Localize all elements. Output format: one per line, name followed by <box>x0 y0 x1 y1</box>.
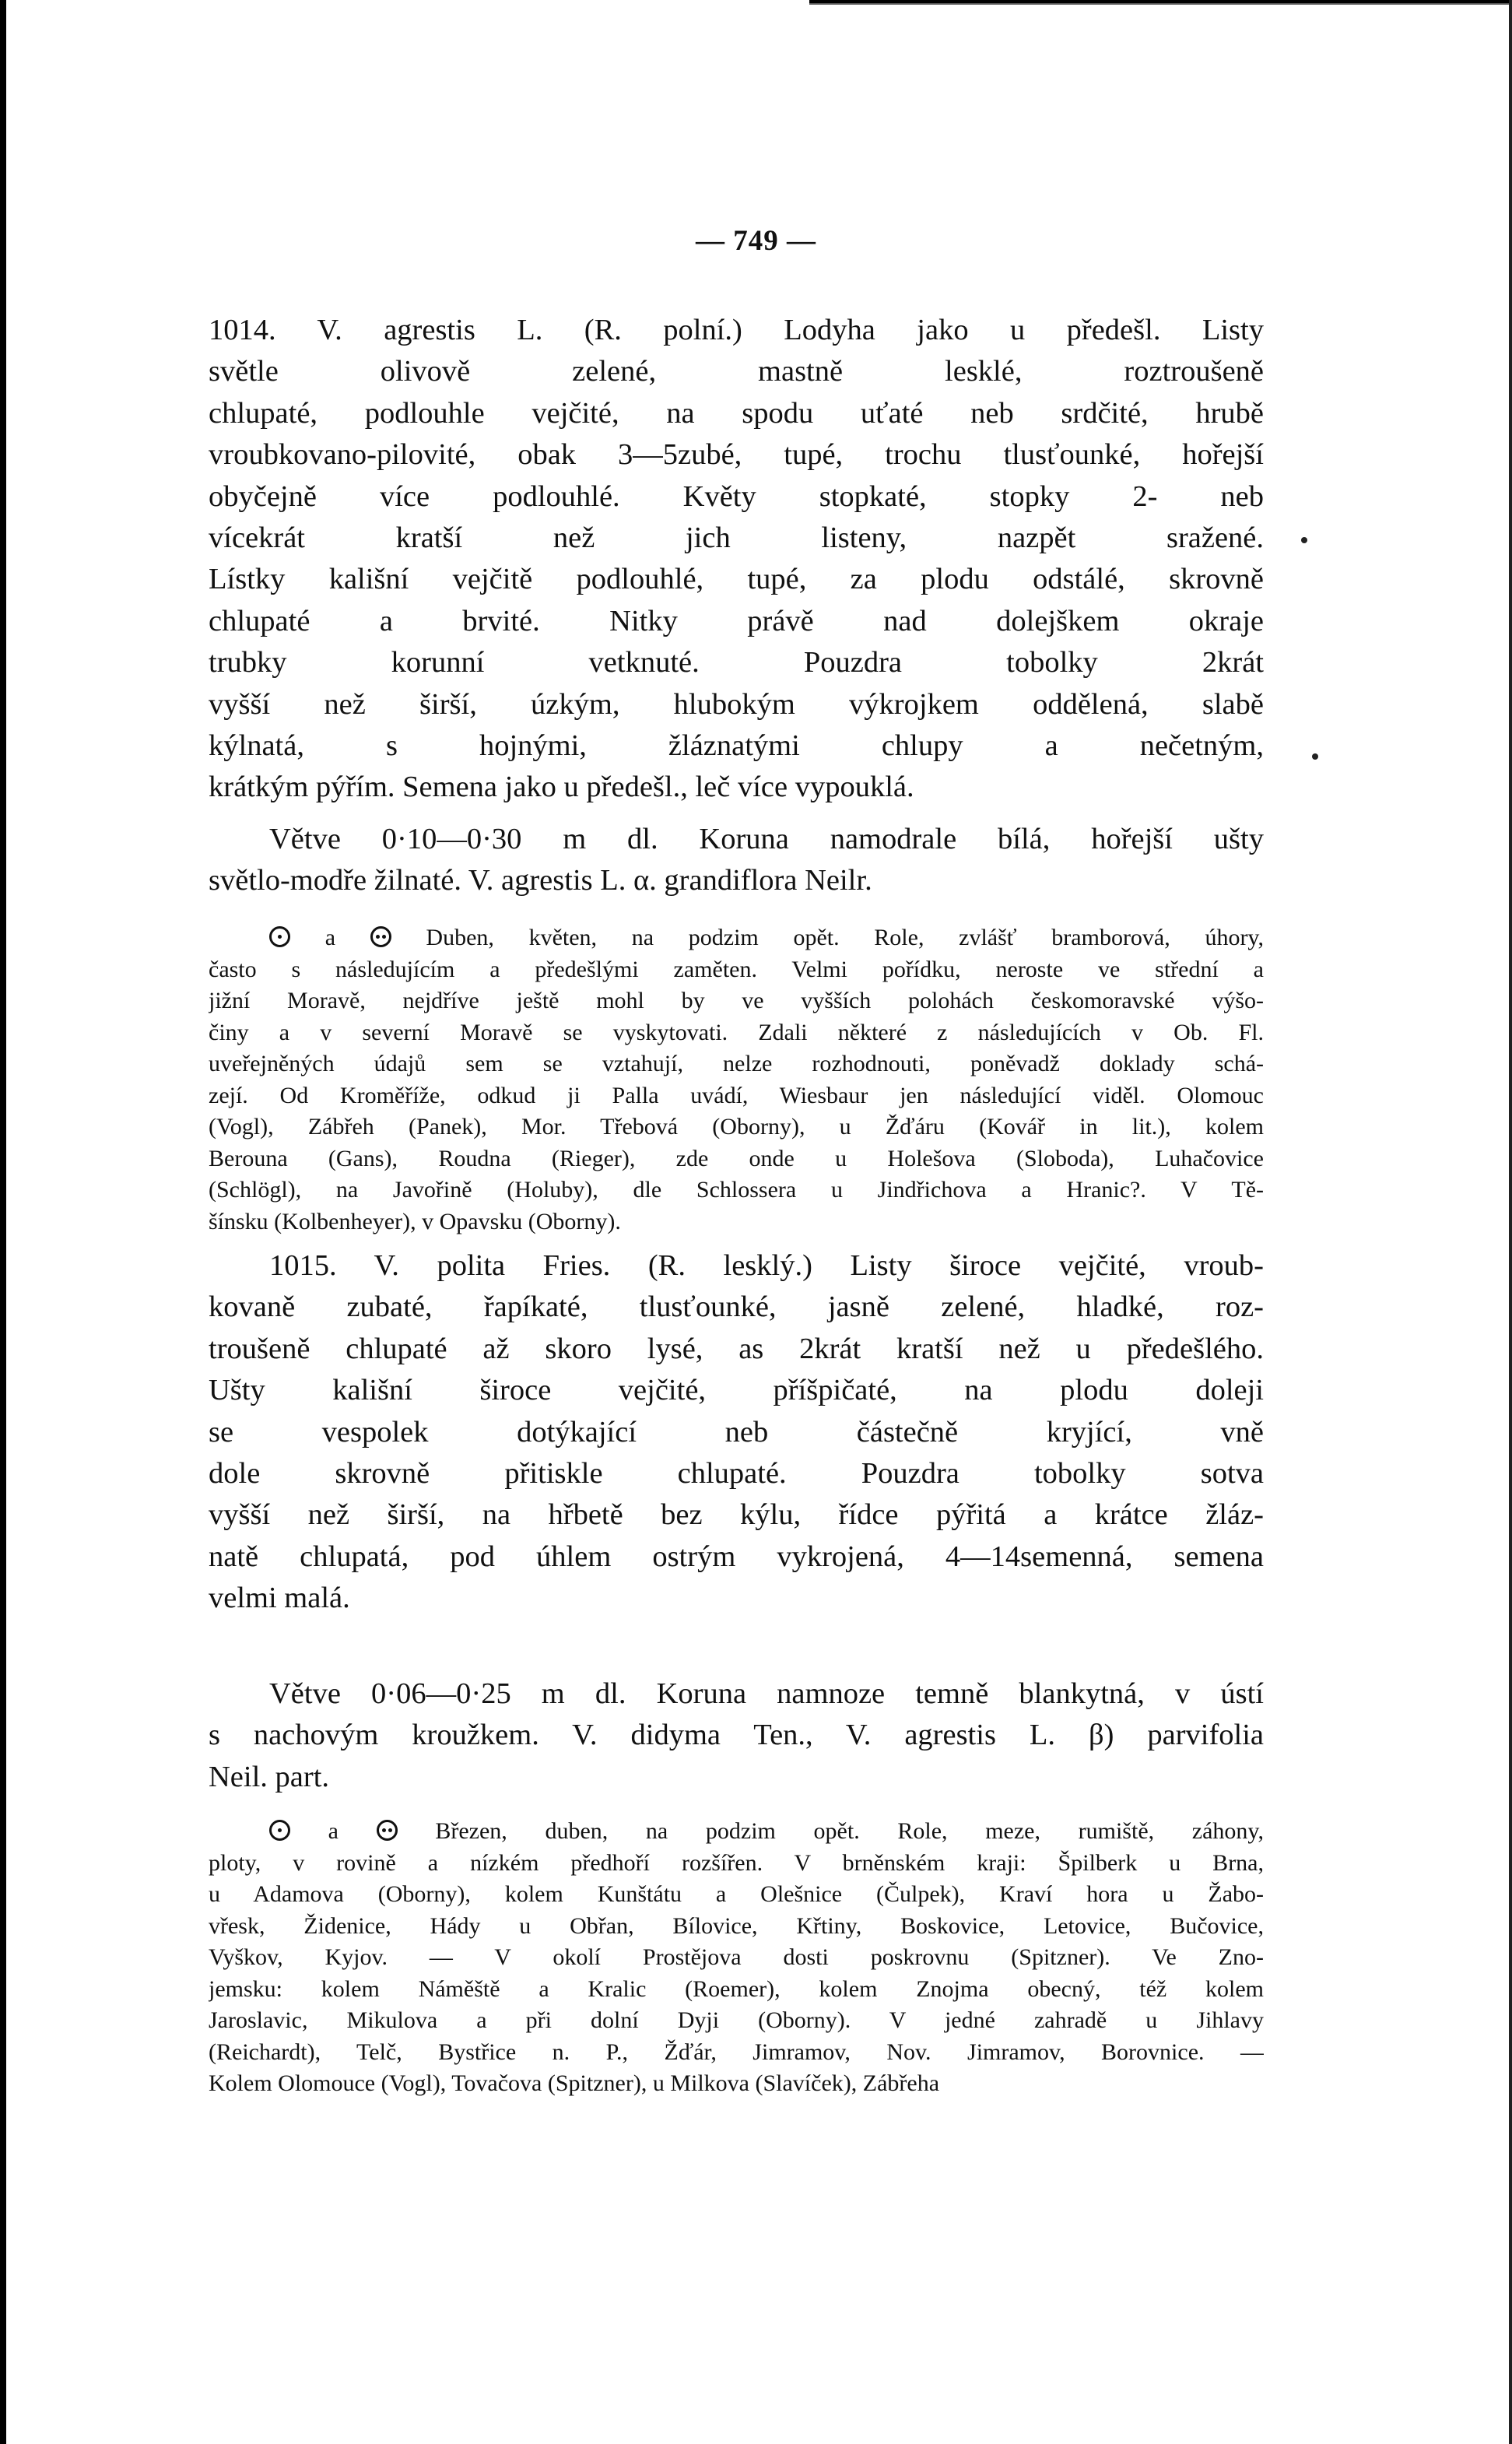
locality-line: Vyškov, Kyjov. — V okolí Prostějova dosti poskrovnu (Spitzner). Ve Zno- <box>209 1944 1264 1970</box>
entry-1014-line: 1014. V. agrestis L. (R. polní.) Lodyha jako u předešl. Listy <box>209 314 1264 346</box>
locality-line: jemsku: kolem Náměště a Kralic (Roemer), kolem Znojma obecný, též kolem <box>209 1975 1264 2002</box>
entry-1015-line: troušeně chlupaté až skoro lysé, as 2krát kratší než u předešlého. <box>209 1332 1264 1365</box>
entry-1015-line: kovaně zubaté, řapíkaté, tlusťounké, jasně zelené, hladké, roz- <box>209 1290 1264 1324</box>
locality-line: u Adamova (Oborny), kolem Kunštátu a Olešnice (Čulpek), Kraví hora u Žabo- <box>209 1881 1264 1907</box>
locality-line: a Březen, duben, na podzim opět. Role, meze, rumiště, záhony, <box>209 1816 1264 1848</box>
annual-symbol-icon <box>269 1820 290 1841</box>
locality-line: a Duben, květen, na podzim opět. Role, zvlášť bramborová, úhory, <box>209 922 1264 954</box>
locality-line: ploty, v rovině a nízkém předhoří rozšířen. V brněnském kraji: Špilberk u Brna, <box>209 1849 1264 1876</box>
entry-1014-line: chlupaté, podlouhle vejčité, na spodu uťaté neb srdčité, hrubě <box>209 396 1264 430</box>
locality-line: Jaroslavic, Mikulova a při dolní Dyji (Oborny). V jedné zahradě u Jihlavy <box>209 2007 1264 2033</box>
entry-1014-description <box>209 310 1264 809</box>
entry-1015-line: se vespolek dotýkající neb částečně kryjící, vně <box>209 1415 1264 1448</box>
entry-1015-description <box>209 1245 1264 1620</box>
entry-1014-line: chlupaté a brvité. Nitky právě nad dolejškem okraje <box>209 604 1264 637</box>
scan-speck <box>1301 537 1307 543</box>
locality-line: často s následujícím a předešlými zaměten. Velmi pořídku, neroste ve střední a <box>209 956 1264 982</box>
scan-top-edge <box>809 0 1512 11</box>
entry-1014-line: vícekrát kratší než jich listeny, nazpět sražené. <box>209 521 1264 554</box>
entry-1014-line: trubky korunní vetknuté. Pouzdra tobolky 2krát <box>209 646 1264 679</box>
locality-line: (Vogl), Zábřeh (Panek), Mor. Třebová (Oborny), u Žďáru (Kovář in lit.), kolem <box>209 1114 1264 1139</box>
biennial-symbol-icon <box>370 926 391 947</box>
scan-left-border <box>0 0 6 2444</box>
entry-1015-line: 1015. V. polita Fries. (R. lesklý.) Listy široce vejčité, vroub- <box>269 1249 1264 1282</box>
scan-speck <box>1312 753 1318 760</box>
locality-line: zejí. Od Kroměříže, odkud ji Palla uvádí, Wiesbaur jen následující viděl. Olomouc <box>209 1082 1264 1108</box>
entry-1014-line: Lístky kališní vejčitě podlouhlé, tupé, za plodu odstálé, skrovně <box>209 563 1264 596</box>
entry-1014-line: vroubkovano-pilovité, obak 3—5zubé, tupé, trochu tlusťounké, hořejší <box>209 438 1264 472</box>
locality-line: (Schlögl), na Javořině (Holuby), dle Schlossera u Jindřichova a Hranic?. V Tě- <box>209 1177 1264 1203</box>
entry-1014-localities <box>209 922 1264 1238</box>
entry-1014-measurements <box>209 819 1264 902</box>
entry-1015-line: natě chlupatá, pod úhlem ostrým vykrojená, 4—14semenná, semena <box>209 1540 1264 1573</box>
annual-symbol-icon <box>269 926 290 947</box>
entry-1015-desc-line: Neil. part. <box>209 1760 330 1793</box>
entry-1014-line: vyšší než širší, úzkým, hlubokým výkrojkem oddělená, slabě <box>209 687 1264 721</box>
locality-line: jižní Moravě, nejdříve ještě mohl by ve vyšších polohách českomoravské výšo- <box>209 988 1264 1013</box>
locality-line: vřesk, Židenice, Hády u Obřan, Bílovice, Křtiny, Boskovice, Letovice, Bučovice, <box>209 1912 1264 1939</box>
entry-1015-line: vyšší než širší, na hřbetě bez kýlu, řídce pýřitá a krátce žláz- <box>209 1498 1264 1532</box>
entry-1015-line: Ušty kališní široce vejčité, příšpičaté, na plodu doleji <box>209 1374 1264 1407</box>
entry-1014-line: kýlnatá, s hojnými, žláznatými chlupy a nečetným, <box>209 729 1264 762</box>
page-number: — 749 — <box>696 225 816 257</box>
entry-1015-line: dole skrovně přitiskle chlupaté. Pouzdra tobolky sotva <box>209 1456 1264 1490</box>
locality-line: uveřejněných údajů sem se vztahují, nelze rozhodnouti, poněvadž doklady schá- <box>209 1051 1264 1076</box>
locality-text: Duben, květen, na podzim opět. Role, zvlášť bramborová, úhory, <box>391 925 1264 950</box>
scan-right-border <box>1509 0 1512 2444</box>
locality-line: (Reichardt), Telč, Bystřice n. P., Žďár, Jimramov, Nov. Jimramov, Borovnice. — <box>209 2038 1264 2065</box>
entry-1014-line: obyčejně více podlouhlé. Květy stopkaté, stopky 2- neb <box>209 479 1264 513</box>
locality-text: Březen, duben, na podzim opět. Role, meze, rumiště, záhony, <box>397 1818 1264 1844</box>
locality-line: činy a v severní Moravě se vyskytovati. Zdali některé z následujících v Ob. Fl. <box>209 1019 1264 1045</box>
entry-1014-desc-line: Větve 0·10—0·30 m dl. Koruna namodrale bílá, hořejší ušty <box>269 823 1264 855</box>
locality-line: šínsku (Kolbenheyer), v Opavsku (Oborny). <box>209 1208 621 1234</box>
locality-line: Berouna (Gans), Roudna (Rieger), zde onde u Holešova (Sloboda), Luhačovice <box>209 1145 1264 1171</box>
locality-line: Kolem Olomouce (Vogl), Tovačova (Spitzner), u Milkova (Slavíček), Zábřeha <box>209 2070 940 2096</box>
entry-1014-desc-line: světlo-modře žilnaté. V. agrestis L. α. grandiflora Neilr. <box>209 864 872 897</box>
entry-1015-measurements <box>209 1673 1264 1798</box>
entry-1015-desc-line: s nachovým kroužkem. V. didyma Ten., V. agrestis L. β) parvifolia <box>209 1719 1264 1752</box>
entry-1015-desc-line: Větve 0·06—0·25 m dl. Koruna namnoze temně blankytná, v ústí <box>269 1677 1264 1710</box>
entry-1015-line: velmi malá. <box>209 1582 350 1615</box>
entry-1014-line: krátkým pýřím. Semena jako u předešl., leč více vypouklá. <box>209 771 914 804</box>
biennial-symbol-icon <box>377 1820 398 1841</box>
entry-1015-localities <box>209 1816 1264 2100</box>
entry-1014-line: světle olivově zelené, mastně lesklé, roztroušeně <box>209 355 1264 388</box>
